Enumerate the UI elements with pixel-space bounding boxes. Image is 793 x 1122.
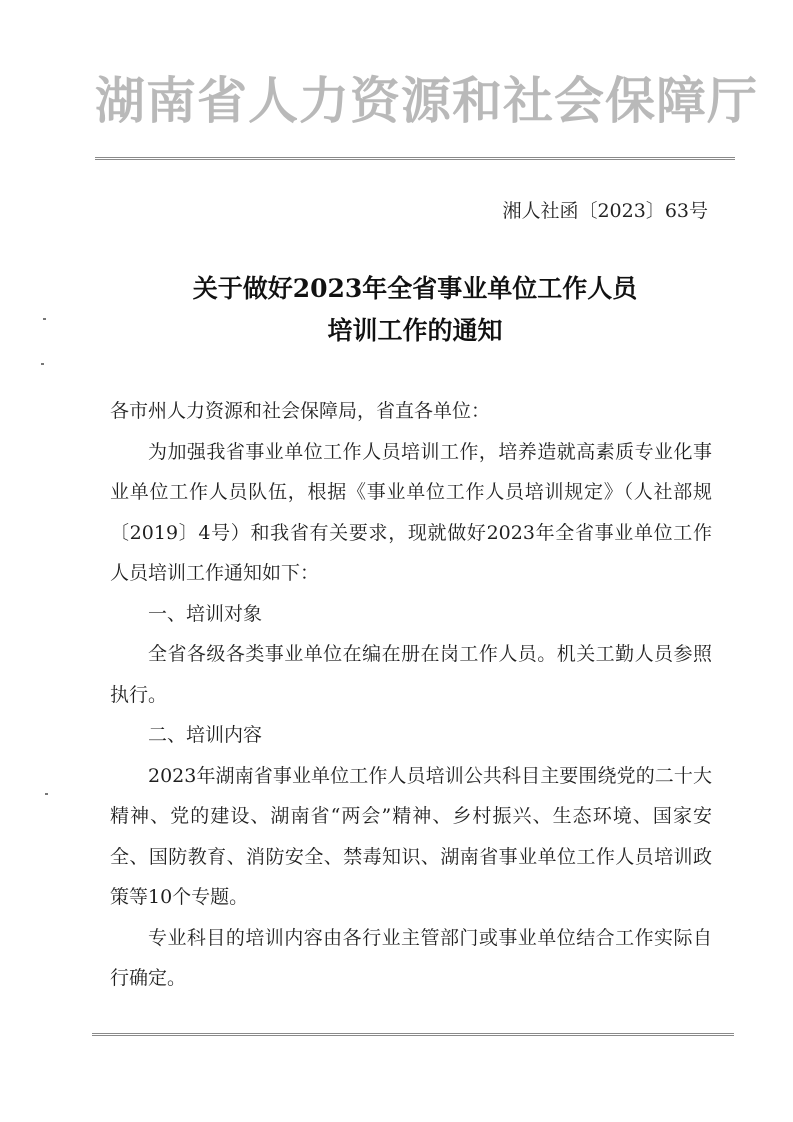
section-2-paragraph-1: 2023年湖南省事业单位工作人员培训公共科目主要围绕党的二十大精神、党的建设、湖南省“两会”精神、乡村振兴、生态环境、国家安全、国防教育、消防安全、禁毒知识、湖南省事业单位工作人员培训政策等10个专题。 bbox=[110, 764, 712, 908]
intro-paragraph: 为加强我省事业单位工作人员培训工作，培养造就高素质专业化事业单位工作人员队伍，根据《事业单位工作人员培训规定》（人社部规〔2019〕4号）和我省有关要求，现就做好2023年全省事业单位工作人员培训工作通知如下： bbox=[110, 440, 712, 584]
scan-speck bbox=[41, 363, 44, 365]
section-1-paragraph: 全省各级各类事业单位在编在册在岗工作人员。机关工勤人员参照执行。 bbox=[110, 643, 712, 706]
document-body bbox=[110, 391, 712, 999]
section-2-heading: 二、培训内容 bbox=[148, 724, 263, 746]
scan-speck bbox=[43, 318, 46, 320]
document-title-line-2: 培训工作的通知 bbox=[327, 316, 503, 345]
addressee: 各市州人力资源和社会保障局，省直各单位： bbox=[110, 400, 491, 422]
header-divider bbox=[95, 157, 735, 160]
section-1-heading: 一、培训对象 bbox=[148, 602, 263, 625]
document-title-line-1: 关于做好2023年全省事业单位工作人员 bbox=[192, 274, 638, 303]
section-2-paragraph-2: 专业科目的培训内容由各行业主管部门或事业单位结合工作实际自行确定。 bbox=[110, 926, 712, 989]
scan-speck bbox=[45, 793, 48, 795]
document-title bbox=[95, 268, 735, 352]
document-number: 湘人社函〔2023〕63号 bbox=[502, 200, 708, 222]
agency-header: 湖南省人力资源和社会保障厅 bbox=[95, 71, 758, 130]
footer-divider bbox=[92, 1033, 734, 1036]
